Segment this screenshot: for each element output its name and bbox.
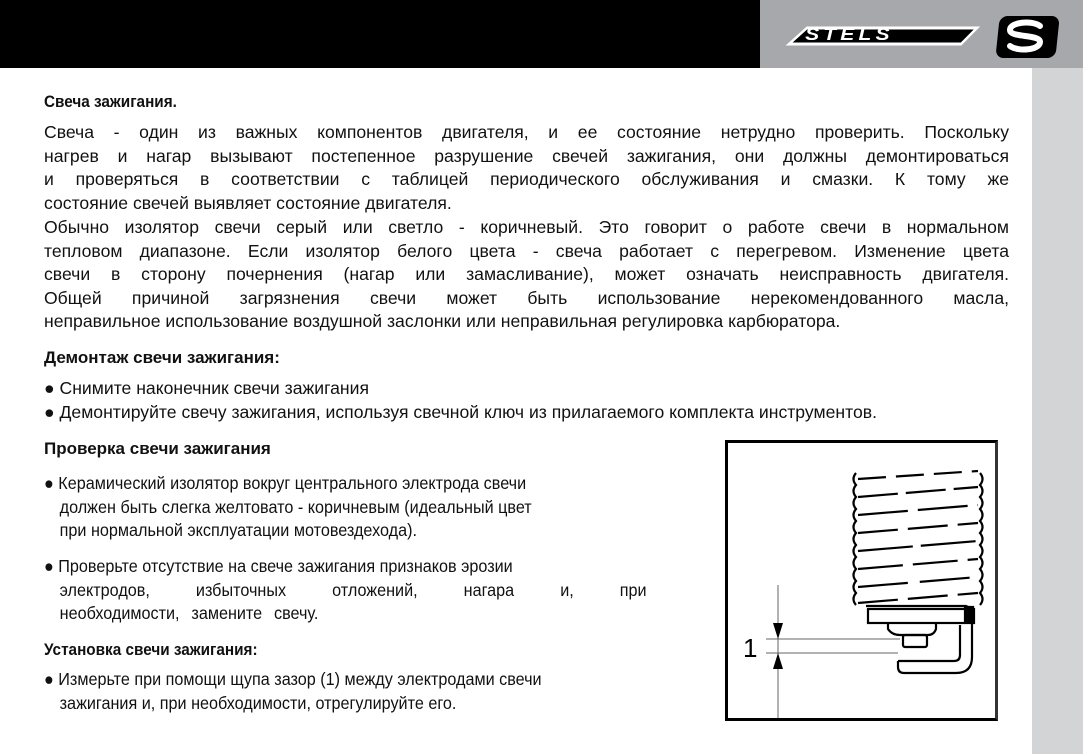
arrow-up-icon <box>773 653 783 669</box>
header-black-bar <box>0 0 760 68</box>
list-item: ● Демонтируйте свечу зажигания, используя свечной ключ из прилагаемого комплекта инструментов. <box>44 401 877 422</box>
stels-logo <box>782 14 1062 60</box>
spark-plug-thread <box>854 471 983 605</box>
check-item-2: ● Проверьте отсутствие на свече зажигания признаков эрозии электродов, избыточных отложений, нагара и, при необходимости, замените свечу. <box>44 556 647 624</box>
svg-text:STELS: STELS <box>805 24 894 45</box>
side-strip <box>1032 68 1083 754</box>
gap-label: 1 <box>743 633 758 663</box>
list-item: ● Снимите наконечник свечи зажигания <box>44 378 369 398</box>
removal-list <box>44 377 877 424</box>
section-title-removal: Демонтаж свечи зажигания: <box>44 348 280 367</box>
intro-paragraph-1: Свеча - один из важных компонентов двигателя, и ее состояние нетрудно проверить. Поскольку нагрев и нагар вызывают постепенное разрушение свечей зажигания, они должны демонтироваться и проверяться в соответствии с таблицей периодического обслуживания и смазки. К тому же состояние свечей выявляет состояние двигателя. <box>44 122 1009 213</box>
section-title-install: Установка свечи зажигания: <box>44 640 258 659</box>
stels-s-logo-icon <box>995 16 1059 58</box>
arrow-down-icon <box>773 623 783 639</box>
stels-wordmark <box>789 24 977 44</box>
install-item-1: ● Измерьте при помощи щупа зазор (1) между электродами свечи зажигания и, при необходимости, отрегулируйте его. <box>44 669 542 713</box>
spark-plug-illustration <box>728 443 995 718</box>
section-title-spark-plug: Свеча зажигания. <box>44 92 177 111</box>
check-item-1: ● Керамический изолятор вокруг центрального электрода свечи должен быть слегка желтовато - коричневым (идеальный цвет при нормальной эксплуатации мотовездехода). <box>44 473 532 541</box>
intro-paragraph-2: Обычно изолятор свечи серый или светло - коричневый. Это говорит о работе свечи в нормальном тепловом диапазоне. Если изолятор белого цвета - свеча работает с перегревом. Изменение цвета свечи в сторону почернения (нагар или замасливание), может означать неисправность двигателя. Общей причиной загрязнения свечи может быть использование нерекомендованного масла, неправильное использование воздушной заслонки или неправильная регулировка карбюратора. <box>44 217 1009 332</box>
section-title-check: Проверка свечи зажигания <box>44 439 271 458</box>
spark-plug-gap-diagram <box>725 440 998 721</box>
